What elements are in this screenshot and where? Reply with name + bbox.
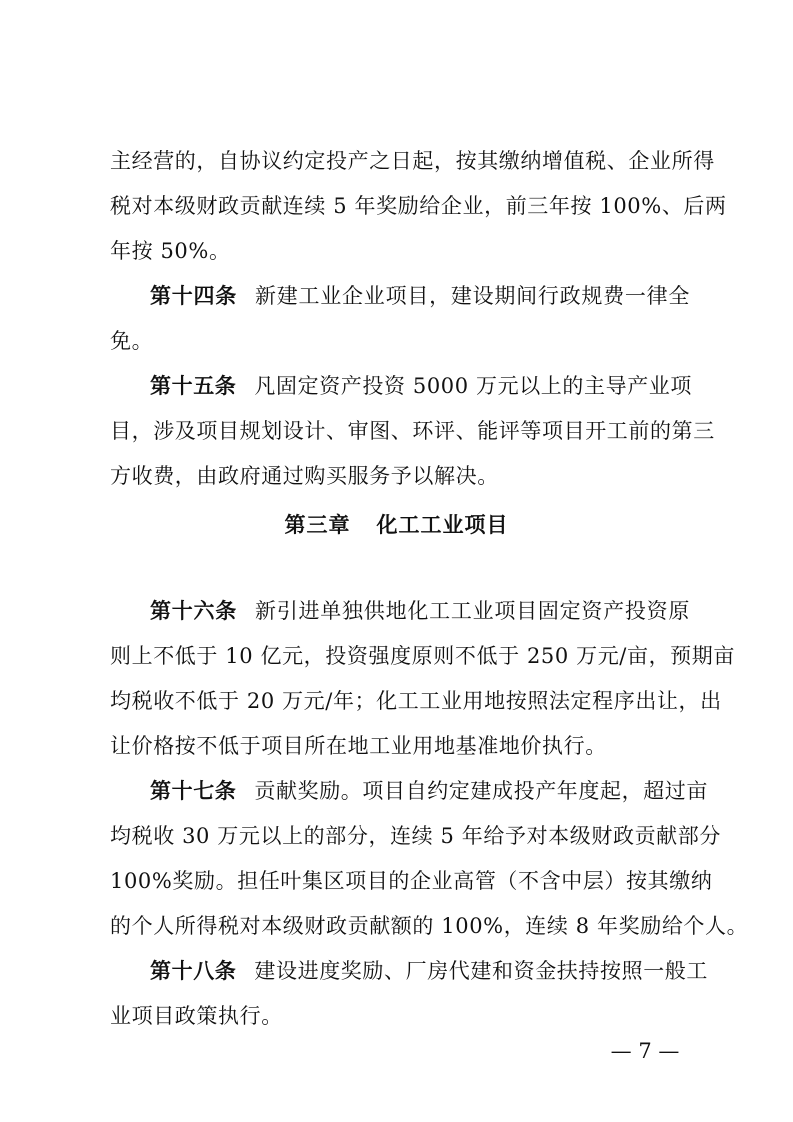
article-18-first-line [150,956,709,986]
chapter-heading [0,510,793,540]
article-label: 第十四条 [150,284,238,308]
page-number: — 7 — [610,1039,680,1063]
text-line: 让价格按不低于项目所在地工业用地基准地价执行。 [110,734,607,758]
text-line: 方收费，由政府通过购买服务予以解决。 [110,464,499,488]
article-label: 第十五条 [150,374,237,398]
text-line: 均税收 30 万元以上的部分，连续 5 年给予对本级财政贡献部分 [110,824,721,848]
article-label: 第十六条 [150,599,238,623]
text-line: 主经营的，自协议约定投产之日起，按其缴纳增值税、企业所得 [110,149,715,173]
text-line: 的个人所得税对本级财政贡献额的 100%，连续 8 年奖励给个人。 [110,914,749,938]
text-line: 100%奖励。担任叶集区项目的企业高管（不含中层）按其缴纳 [110,869,713,893]
article-17-first-line [150,776,709,806]
text-line: 新建工业企业项目，建设期间行政规费一律全 [255,284,690,308]
article-14-first-line [150,281,690,311]
text-line: 贡献奖励。项目自约定建成投产年度起，超过亩 [254,779,709,803]
text-line: 均税收不低于 20 万元/年；化工工业用地按照法定程序出让，出 [110,689,722,713]
text-line: 建设进度奖励、厂房代建和资金扶持按照一般工 [254,959,709,983]
text-line: 则上不低于 10 亿元，投资强度原则不低于 250 万元/亩，预期亩 [110,644,735,668]
chapter-title: 化工工业项目 [376,513,509,537]
article-label: 第十七条 [150,779,237,803]
article-16-first-line [150,596,690,626]
text-line: 凡固定资产投资 5000 万元以上的主导产业项 [254,374,692,398]
text-line: 新引进单独供地化工工业项目固定资产投资原 [255,599,690,623]
chapter-number: 第三章 [284,513,351,537]
text-line: 年按 50%。 [110,239,231,263]
article-15-first-line [150,371,690,401]
text-line: 免。 [110,329,154,353]
text-line: 目，涉及项目规划设计、审图、环评、能评等项目开工前的第三 [110,419,715,443]
article-label: 第十八条 [150,959,237,983]
text-line: 税对本级财政贡献连续 5 年奖励给企业，前三年按 100%、后两 [110,194,727,218]
text-line: 业项目政策执行。 [110,1004,283,1028]
